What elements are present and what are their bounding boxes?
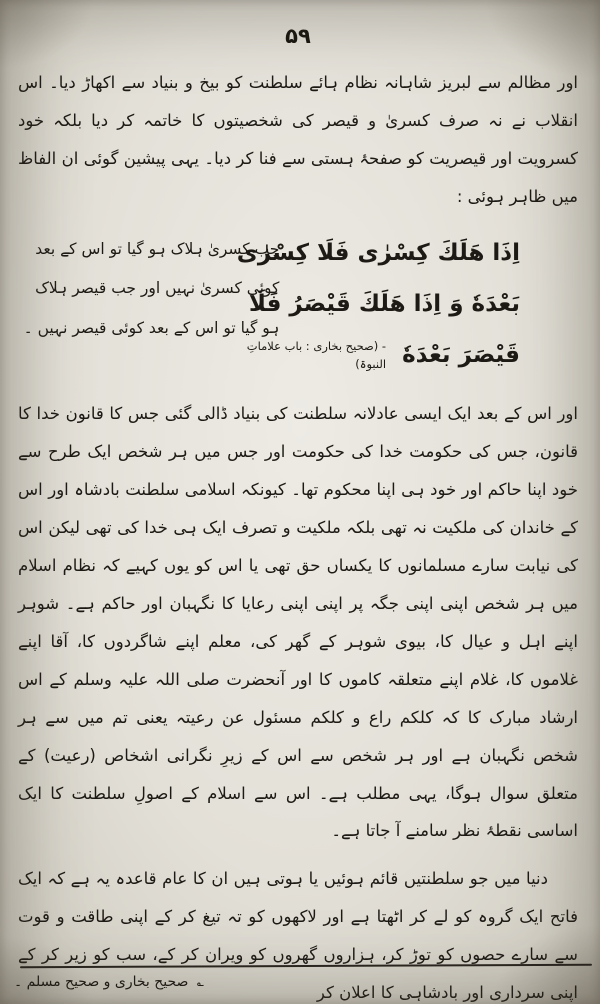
hadith-attribution: - (صحیح بخاری : باب علاماتِ النبوۃ) bbox=[246, 339, 387, 371]
hadith-translation-line: جب کسریٰ ہلاک ہو گیا تو اس کے بعد bbox=[35, 239, 280, 258]
footnote-divider bbox=[20, 964, 592, 968]
paragraph-main: اور اس کے بعد ایک ایسی عادلانہ سلطنت کی بنیاد ڈالی گئی جس کا قانون خدا کا قانون، جس کی حکومت خدا کی حکومت اور جس میں ہر شخص ایک طرح سے خود اپنا حاکم اور خود ہی اپنا محکوم تھا۔ کیونکہ اسلامی سلطنت بادشاہ اور اس کے خاندان کی ملکیت نہ تھی بلکہ ملکیت و تصرف ایک ہی خدا کی تھی لیکن اس کی نیابت سارے مسلمانوں کا یکساں حق تھی یا اس کو یوں کہیے کہ نظام اسلام میں ہر شخص اپنی اپنی جگہ پر اپنی اپنی رعایا کا نگہبان اور حاکم ہے۔ شوہر اپنے اہل و عیال کا، بیوی شوہر کے گھر کی، معلم اپنے شاگردوں کا، آقا اپنے غلاموں کا، غلام اپنے متعلقہ کاموں کا اور آنحضرت صلی اللہ علیہ وسلم کے اس ارشاد مبارک کا کہ کلکم راع و کلکم مسئول عن رعیتہ یعنی تم میں سے ہر شخص نگہبان ہے اور ہر شخص سے اس کے زیرِ نگرانی اشخاص (رعیت) کے متعلق سوال ہوگا، یہی مطلب ہے۔ اس سے اسلام کے اصولِ سلطنت کا ایک اساسی نقطۂ نظر سامنے آ جاتا ہے۔ bbox=[18, 404, 578, 841]
hadith-arabic-text bbox=[236, 230, 520, 383]
hadith-translation-line: ہو گیا تو اس کے بعد کوئی قیصر نہیں ۔ bbox=[23, 318, 280, 337]
paragraph-intro: اور مظالم سے لبریز شاہانہ نظام ہائے سلطنت کو بیخ و بنیاد سے اکھاڑ دیا۔ اس انقلاب نے نہ صرف کسریٰ و قیصر کی شخصیتوں کا خاتمہ کر دیا بلکہ خود کسرویت اور قیصریت کو صفحۂ ہستی سے فنا کر دیا۔ یہی پیشین گوئی ان الفاظ میں ظاہر ہوئی : bbox=[18, 73, 578, 206]
hadith-arabic-line: قَيْصَرَ بَعْدَهٗ bbox=[402, 342, 520, 369]
footnote bbox=[8, 974, 592, 990]
hadith-block bbox=[23, 230, 520, 383]
hadith-translation-line: کوئی کسریٰ نہیں اور جب قیصر ہلاک bbox=[35, 279, 280, 298]
hadith-arabic-line: اِذَا هَلَكَ كِسْرٰى فَلَا كِسْرٰى bbox=[236, 239, 520, 266]
page-number: ۵۹ bbox=[285, 24, 311, 48]
hadith-arabic-line-last bbox=[246, 332, 520, 379]
footnote-text: صحیح بخاری و صحیح مسلم ۔ bbox=[14, 974, 189, 990]
hadith-translation bbox=[23, 230, 280, 349]
footnote-area bbox=[0, 965, 600, 990]
paragraph-closing: دنیا میں جو سلطنتیں قائم ہوئیں یا ہوتی ہیں ان کا عام قاعدہ یہ ہے کہ ایک فاتح ایک گروہ کو لے کر اٹھتا ہے اور لاکھوں کو تہ تیغ کر کے اپنی طاقت و قوت سے سارے حصوں کو توڑ کر، ہزاروں گھروں کو ویران کر کے، سب کو زیر کر کے اپنی سرداری اور بادشاہی کا اعلان کر bbox=[18, 869, 578, 1003]
hadith-arabic-line: بَعْدَهٗ وَ اِذَا هَلَكَ قَيْصَرُ فَلَا bbox=[248, 290, 520, 317]
footnote-marker: ؎ bbox=[196, 975, 204, 989]
